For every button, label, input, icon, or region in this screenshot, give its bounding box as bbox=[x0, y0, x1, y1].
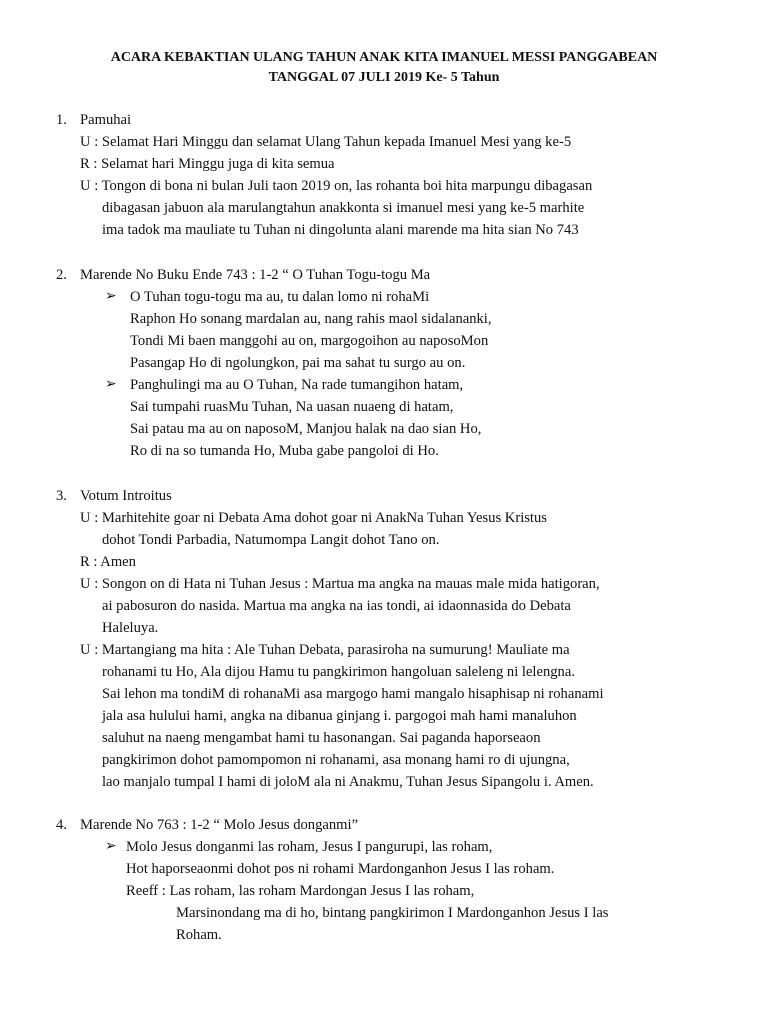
hymn-line: O Tuhan togu-togu ma au, tu dalan lomo ni rohaMi bbox=[130, 289, 430, 305]
section-number: 3. bbox=[56, 488, 67, 504]
liturgy-line: dohot Tondi Parbadia, Natumompa Langit dohot Tano on. bbox=[102, 532, 440, 548]
section-number: 4. bbox=[56, 817, 67, 833]
liturgy-line: Sai lehon ma tondiM di rohanaMi asa margogo hami mangalo hisaphisap ni rohanami bbox=[102, 686, 604, 702]
liturgy-line: jala asa hulului hami, angka na dibanua ginjang i. pargogoi mah hami manaluhon bbox=[102, 708, 577, 724]
hymn-line: Hot haporseaonmi dohot pos ni rohami Mardonganhon Jesus I las roham. bbox=[126, 861, 555, 877]
arrow-bullet-icon: ➢ bbox=[105, 377, 117, 392]
hymn-line: Sai patau ma au on naposoM, Manjou halak na dao sian Ho, bbox=[130, 421, 482, 437]
section-heading: Votum Introitus bbox=[80, 488, 172, 504]
liturgy-line: Haleluya. bbox=[102, 620, 159, 636]
hymn-line: Raphon Ho sonang mardalan au, nang rahis maol sidalananki, bbox=[130, 311, 492, 327]
liturgy-line: R : Selamat hari Minggu juga di kita semua bbox=[80, 156, 335, 172]
liturgy-line: pangkirimon dohot pamompomon ni rohanami, asa monang hami ro di ujungna, bbox=[102, 752, 570, 768]
hymn-line: Molo Jesus donganmi las roham, Jesus I pangurupi, las roham, bbox=[126, 839, 493, 855]
hymn-line: Tondi Mi baen manggohi au on, margogoihon au naposoMon bbox=[130, 333, 489, 349]
liturgy-line: dibagasan jabuon ala marulangtahun anakkonta si imanuel mesi yang ke-5 marhite bbox=[102, 200, 585, 216]
liturgy-line: U : Martangiang ma hita : Ale Tuhan Debata, parasiroha na sumurung! Mauliate ma bbox=[80, 642, 570, 658]
liturgy-line: lao manjalo tumpal I hami di joloM ala ni Anakmu, Tuhan Jesus Sipangolu i. Amen. bbox=[102, 774, 594, 790]
liturgy-line: U : Selamat Hari Minggu dan selamat Ulang Tahun kepada Imanuel Mesi yang ke-5 bbox=[80, 134, 572, 150]
section-number: 2. bbox=[56, 267, 67, 283]
section-number: 1. bbox=[56, 112, 67, 128]
arrow-bullet-icon: ➢ bbox=[105, 289, 117, 304]
document-title-line-1: ACARA KEBAKTIAN ULANG TAHUN ANAK KITA IMANUEL MESSI PANGGABEAN bbox=[110, 50, 658, 65]
hymn-refrain-line: Marsinondang ma di ho, bintang pangkirimon I Mardonganhon Jesus I las bbox=[176, 905, 609, 921]
section-heading: Marende No 763 : 1-2 “ Molo Jesus donganmi” bbox=[80, 817, 359, 833]
hymn-line: Panghulingi ma au O Tuhan, Na rade tumangihon hatam, bbox=[130, 377, 464, 393]
hymn-line: Ro di na so tumanda Ho, Muba gabe pangoloi di Ho. bbox=[130, 443, 439, 459]
liturgy-line: U : Marhitehite goar ni Debata Ama dohot goar ni AnakNa Tuhan Yesus Kristus bbox=[80, 510, 547, 526]
liturgy-line: R : Amen bbox=[80, 554, 136, 570]
section-heading: Marende No Buku Ende 743 : 1-2 “ O Tuhan Togu-togu Ma bbox=[80, 267, 431, 283]
document-title-line-2: TANGGAL 07 JULI 2019 Ke- 5 Tahun bbox=[268, 70, 500, 85]
liturgy-line: rohanami tu Ho, Ala dijou Hamu tu pangkirimon hangoluan saleleng ni lelengna. bbox=[102, 664, 575, 680]
liturgy-line: ima tadok ma mauliate tu Tuhan ni dingolunta alani marende ma hita sian No 743 bbox=[102, 222, 579, 238]
liturgy-line: ai pabosuron do nasida. Martua ma angka na ias tondi, ai idaonnasida do Debata bbox=[102, 598, 571, 614]
liturgy-line: U : Tongon di bona ni bulan Juli taon 2019 on, las rohanta boi hita marpungu dibagasan bbox=[80, 178, 593, 194]
arrow-bullet-icon: ➢ bbox=[105, 839, 117, 854]
hymn-refrain-line: Roham. bbox=[176, 927, 222, 943]
section-heading: Pamuhai bbox=[80, 112, 132, 128]
hymn-line: Pasangap Ho di ngolungkon, pai ma sahat tu surgo au on. bbox=[130, 355, 466, 371]
liturgy-line: U : Songon on di Hata ni Tuhan Jesus : Martua ma angka na mauas male mida hatigoran, bbox=[80, 576, 600, 592]
hymn-line: Sai tumpahi ruasMu Tuhan, Na uasan nuaeng di hatam, bbox=[130, 399, 454, 415]
hymn-refrain-line: Reeff : Las roham, las roham Mardongan Jesus I las roham, bbox=[126, 883, 475, 899]
liturgy-line: saluhut na naeng mengambat hami tu hasonangan. Sai paganda haporseaon bbox=[102, 730, 541, 746]
